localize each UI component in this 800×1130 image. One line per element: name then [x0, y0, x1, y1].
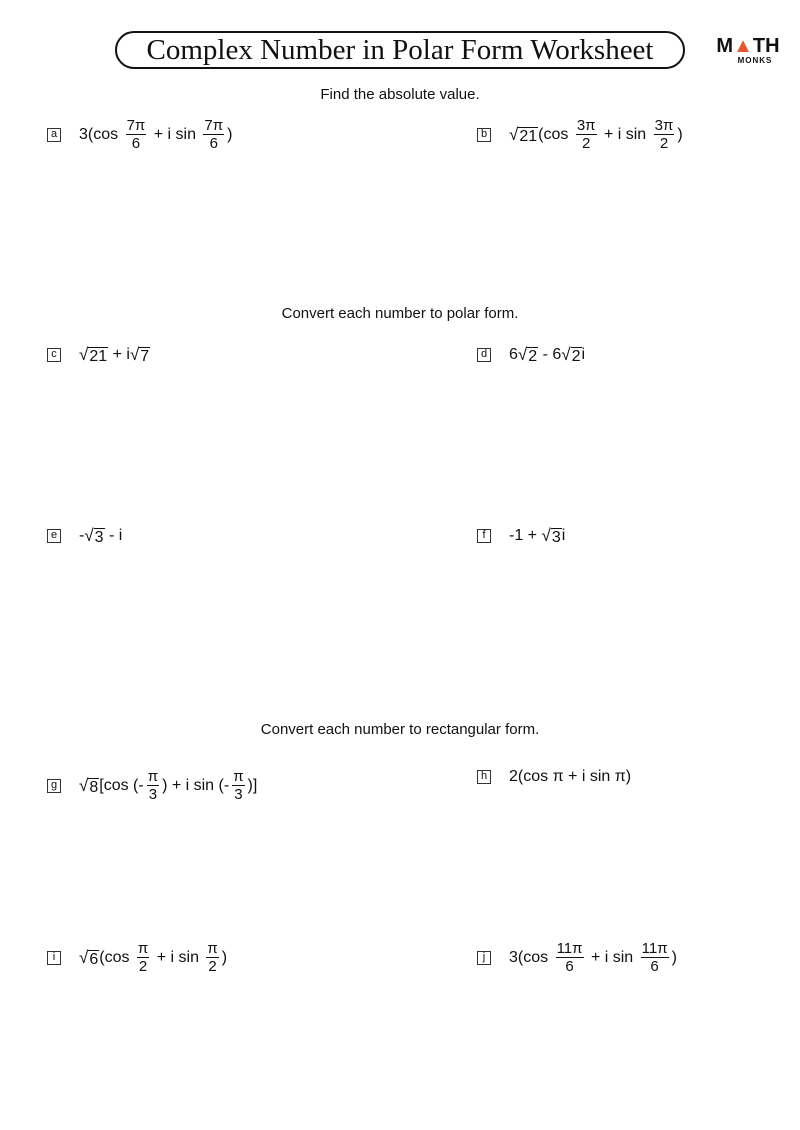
expr-text: ) [221, 948, 228, 966]
expr-text: + i sin [586, 948, 638, 966]
square-root [541, 526, 561, 546]
numerator: 3π [576, 117, 596, 134]
problem-b [477, 117, 683, 152]
problem-g [47, 768, 257, 803]
expr-text: 3(cos [79, 125, 123, 143]
radicand: 6 [89, 950, 99, 968]
square-root [518, 345, 538, 365]
radical-sign: √ [79, 947, 89, 967]
radicand: 8 [89, 778, 99, 796]
fraction [654, 117, 675, 152]
denominator: 6 [650, 958, 659, 975]
math-monks-logo: M▲TH MONKS [716, 35, 780, 65]
expr-text: ) [671, 948, 677, 966]
square-root [79, 948, 99, 968]
expr-text: -1 + [509, 527, 542, 544]
radicand: 21 [519, 127, 538, 145]
square-root [79, 776, 99, 796]
section-instruction: Find the absolute value. [320, 86, 480, 103]
problem-label: e [47, 529, 61, 543]
denominator: 3 [234, 786, 243, 803]
square-root [561, 345, 581, 365]
radical-sign: √ [79, 775, 89, 795]
expr-text: + i [108, 346, 130, 363]
numerator: π [233, 768, 244, 785]
section-instruction: Convert each number to rectangular form. [260, 721, 540, 738]
expr-text: ) [677, 125, 683, 143]
problem-label: f [477, 529, 491, 543]
problem-label: b [477, 128, 491, 142]
fraction [126, 117, 147, 152]
section-instruction: Convert each number to polar form. [281, 305, 519, 322]
numerator: 3π [654, 117, 674, 134]
expr-text: 2(cos π + i sin π) [509, 768, 632, 785]
square-root [79, 345, 108, 365]
fraction [232, 768, 244, 803]
expr-text: i [561, 527, 566, 544]
radical-sign: √ [561, 345, 571, 364]
numerator: π [147, 768, 159, 785]
numerator: π [137, 940, 149, 957]
fraction [641, 940, 669, 975]
problem-label: h [477, 770, 491, 784]
radical-sign: √ [84, 526, 94, 545]
fraction [576, 117, 597, 152]
denominator: 3 [148, 786, 158, 803]
expr-text: (cos [99, 948, 134, 966]
denominator: 2 [138, 958, 148, 975]
square-root [84, 526, 104, 546]
radicand: 2 [571, 348, 581, 365]
expr-text: (cos [538, 125, 573, 143]
problem-c [47, 345, 150, 365]
problem-j [477, 940, 677, 975]
numerator: 11π [641, 940, 668, 957]
problem-e [47, 526, 122, 546]
radicand: 3 [551, 529, 561, 546]
problem-h [477, 768, 631, 786]
expr-text: [cos (- [99, 776, 144, 794]
problem-label: a [47, 128, 61, 142]
expr-text: + i sin [152, 948, 204, 966]
fraction [203, 117, 224, 152]
problem-f [477, 526, 565, 546]
radical-sign: √ [79, 345, 89, 364]
fraction [206, 940, 218, 975]
expr-text: 3(cos [509, 948, 553, 966]
denominator: 2 [581, 135, 591, 152]
expr-text: + i sin [599, 125, 651, 143]
expr-text: ) + i sin (- [162, 776, 230, 794]
problem-a [47, 117, 232, 152]
fraction [137, 940, 149, 975]
radicand: 21 [89, 348, 108, 365]
denominator: 6 [565, 958, 574, 975]
expr-text: i [581, 346, 586, 363]
problem-i [47, 940, 227, 975]
denominator: 6 [209, 135, 218, 152]
denominator: 2 [659, 135, 669, 152]
expr-text: - 6 [538, 346, 562, 363]
expr-text: 6 [509, 346, 518, 363]
expr-text: ) [227, 125, 233, 143]
expr-text: - i [104, 527, 123, 544]
denominator: 2 [208, 958, 217, 975]
radicand: 2 [528, 348, 538, 365]
radical-sign: √ [129, 345, 140, 364]
radical-sign: √ [517, 345, 528, 364]
problem-label: j [477, 951, 491, 965]
radicand: 3 [94, 529, 104, 546]
problem-d [477, 345, 585, 365]
problem-label: c [47, 348, 61, 362]
radicand: 7 [140, 348, 150, 365]
problem-label: d [477, 348, 491, 362]
square-root [130, 345, 150, 365]
fraction [556, 940, 584, 975]
fraction [147, 768, 159, 803]
problem-label: g [47, 779, 61, 793]
problem-label: i [47, 951, 61, 965]
numerator: 7π [204, 117, 224, 134]
denominator: 6 [131, 135, 141, 152]
radical-sign: √ [509, 124, 519, 144]
expr-text: + i sin [149, 125, 201, 143]
worksheet-title: Complex Number in Polar Form Worksheet [115, 31, 685, 69]
expr-text: )] [247, 776, 258, 794]
numerator: 11π [556, 940, 583, 957]
numerator: 7π [126, 117, 146, 134]
radical-sign: √ [541, 526, 551, 545]
numerator: π [207, 940, 218, 957]
expr-text: - [79, 527, 85, 544]
square-root [509, 125, 538, 145]
